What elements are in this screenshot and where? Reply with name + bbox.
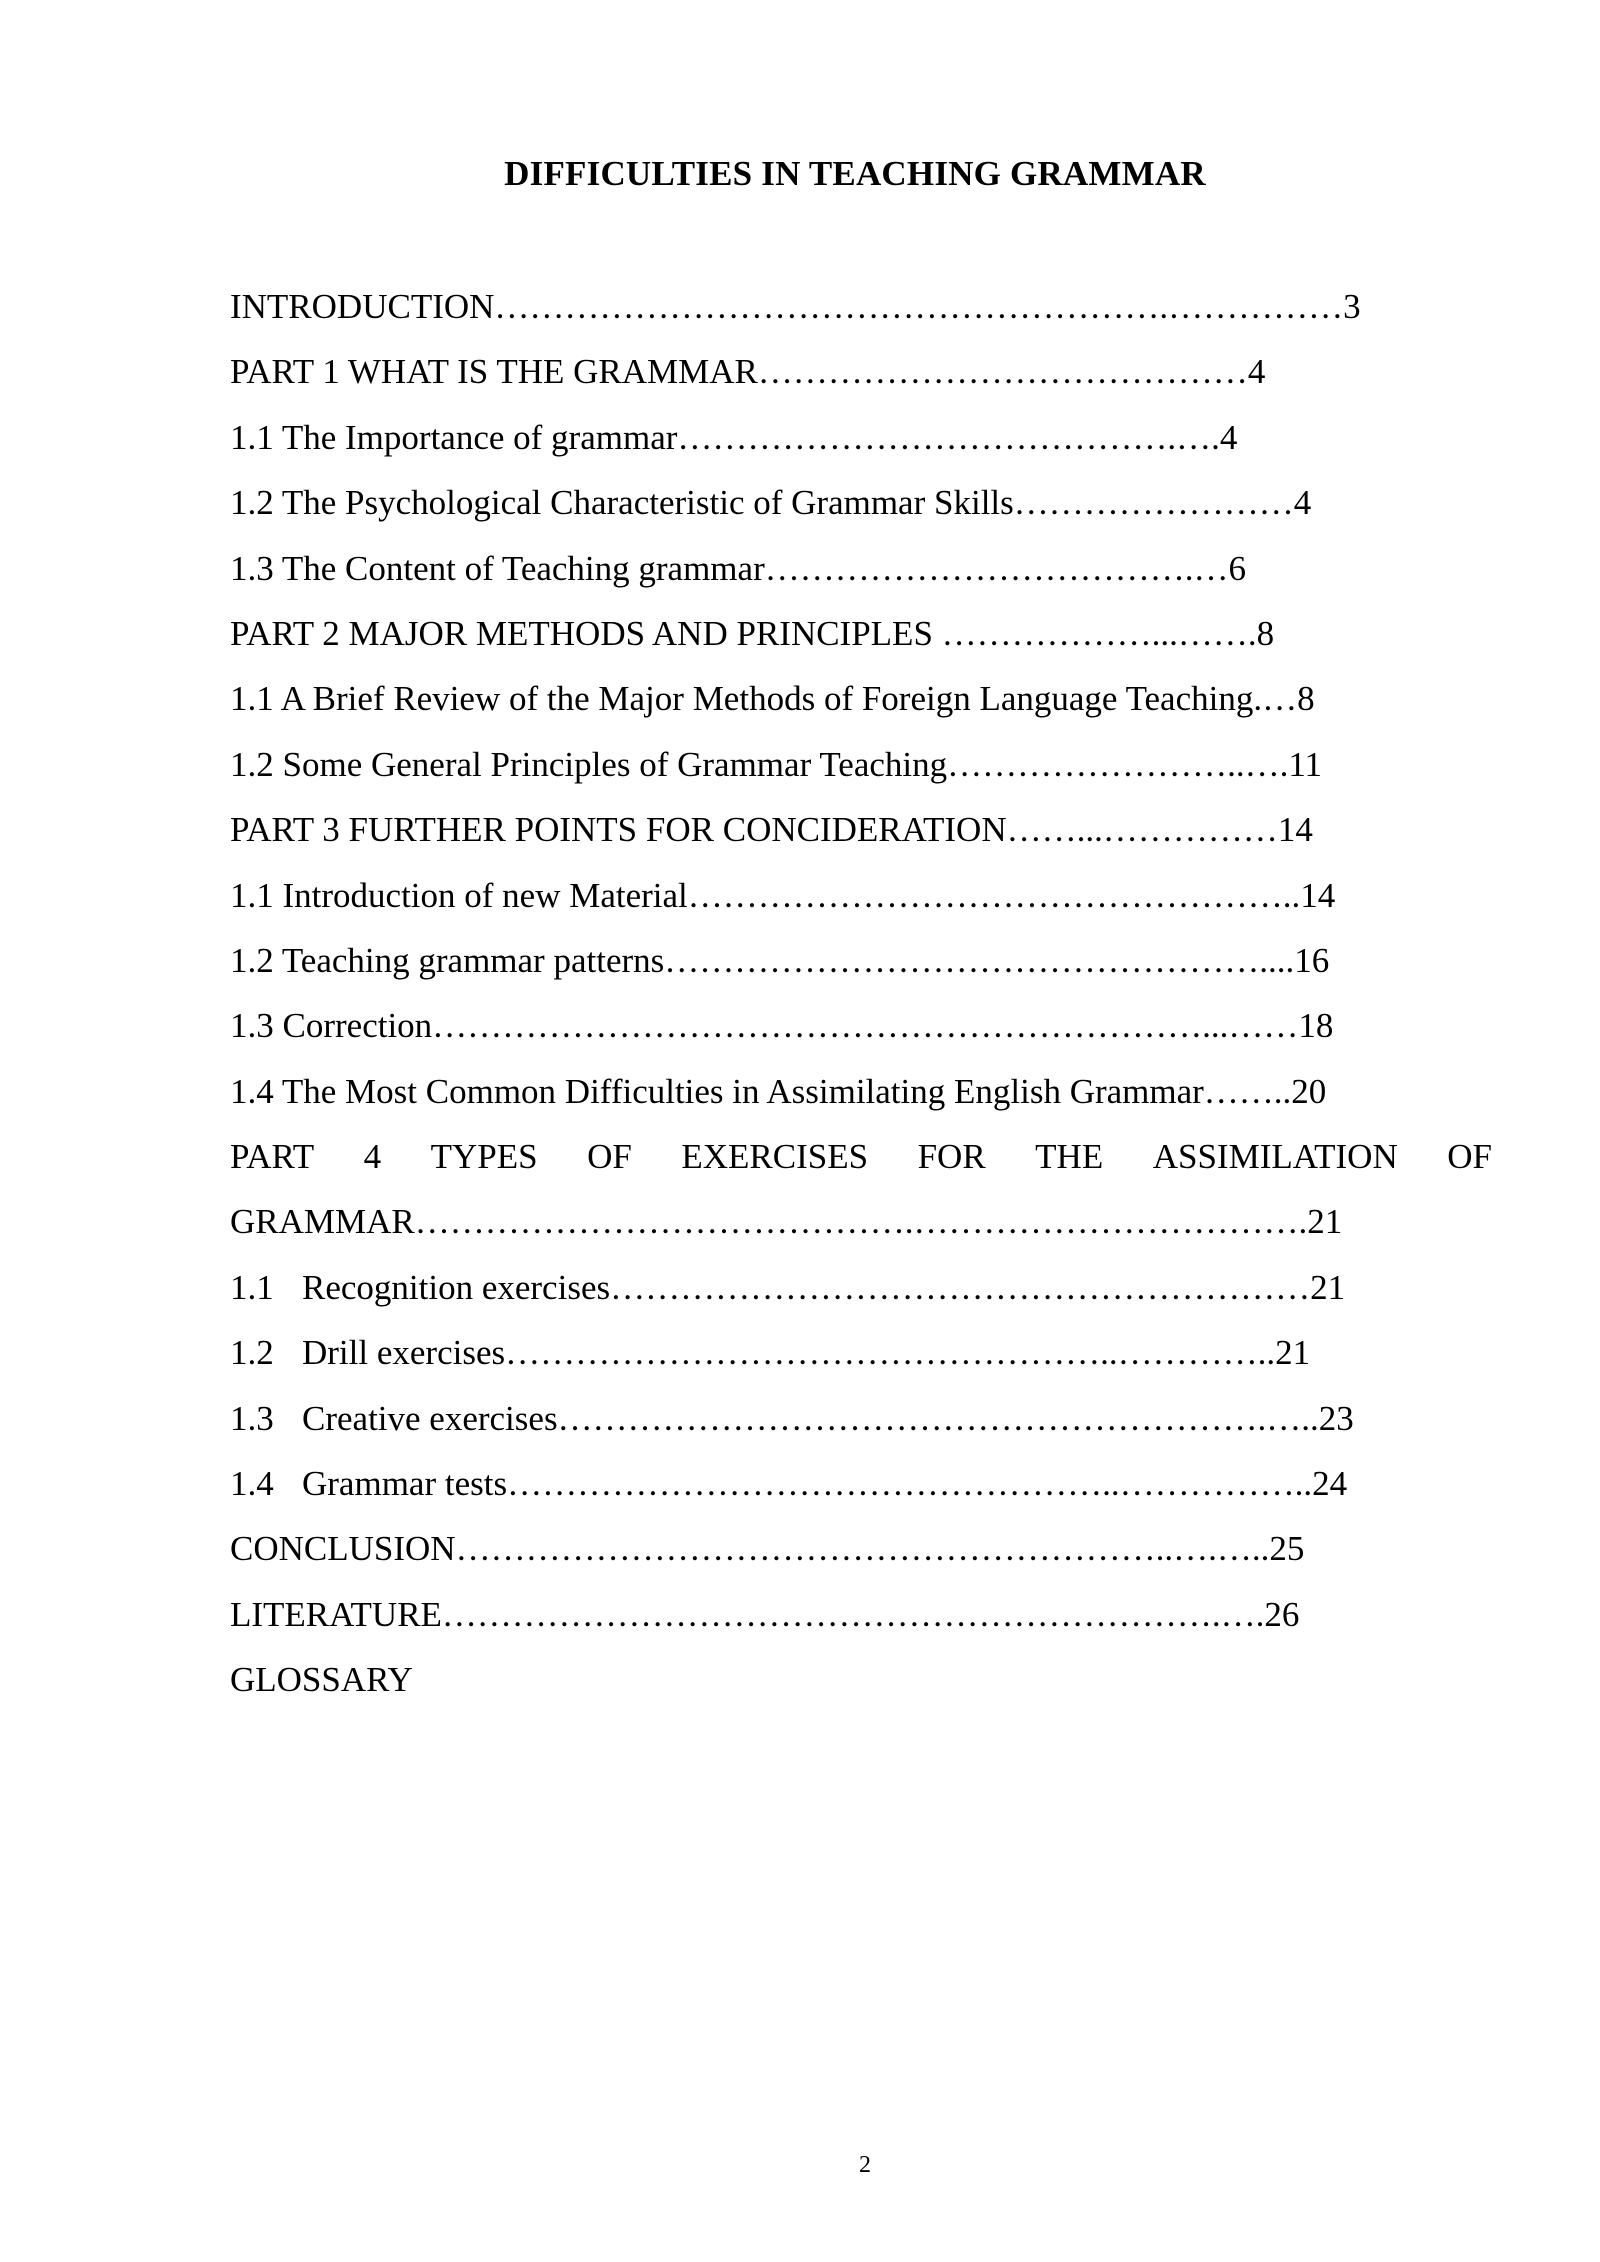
part4-word: 4 [363, 1137, 382, 1177]
toc-entry-part2-1-2: 1.2 Some General Principles of Grammar Teaching……………………..….11 [230, 744, 1323, 784]
toc-entry-introduction: INTRODUCTION………………………………………………….……………3 [230, 287, 1361, 326]
part4-word: ASSIMILATION [1152, 1137, 1398, 1177]
part4-word: EXERCISES [681, 1137, 869, 1177]
part4-word: TYPES [430, 1137, 538, 1177]
toc-entry-number: 1.1 [230, 1267, 274, 1307]
part4-word: OF [1447, 1137, 1492, 1177]
part4-word: THE [1035, 1137, 1104, 1177]
toc-entry-part2: PART 2 MAJOR METHODS AND PRINCIPLES ………………...…….8 [230, 613, 1275, 653]
toc-entry-1-2: 1.2 The Psychological Characteristic of Grammar Skills……………………4 [230, 483, 1312, 523]
part4-word: OF [587, 1137, 632, 1177]
toc-entry-text: Grammar tests……………………………………………..……………..24 [302, 1464, 1348, 1504]
toc-entry-number: 1.2 [230, 1333, 274, 1373]
toc-entry-part2-1-1: 1.1 A Brief Review of the Major Methods of Foreign Language Teaching.…8 [230, 679, 1315, 719]
toc-entry-number: 1.4 [230, 1464, 274, 1504]
toc-entry-1-3: 1.3 The Content of Teaching grammar……………………………….…6 [230, 548, 1246, 588]
toc-entry-1-1: 1.1 The Importance of grammar…………………………………….….4 [230, 417, 1238, 457]
toc-entry-part3-1-2: 1.2 Teaching grammar patterns……………………………………………....16 [230, 940, 1330, 980]
toc-entry-conclusion: CONCLUSION……………………………………………………..….…..25 [230, 1529, 1305, 1569]
toc-entry-part3-1-4: 1.4 The Most Common Difficulties in Assimilating English Grammar……..20 [230, 1071, 1327, 1111]
toc-entry-part1: PART 1 WHAT IS THE GRAMMAR……………………………………4 [230, 352, 1266, 392]
page-number: 2 [859, 2152, 871, 2178]
document-title: DIFFICULTIES IN TEACHING GRAMMAR [504, 154, 1206, 193]
toc-entry-part4-heading [230, 1132, 1492, 1197]
toc-entry-number: 1.3 [230, 1398, 274, 1438]
toc-entry-part3-1-3: 1.3 Correction…………………………………………………………...……18 [230, 1006, 1334, 1046]
toc-entry-part3: PART 3 FURTHER POINTS FOR CONCIDERATION……...……………14 [230, 810, 1313, 850]
toc-entry-part4-1-1 [230, 1263, 1492, 1328]
toc-entry-part4-1-3 [230, 1394, 1492, 1459]
toc-entry-text: Drill exercises……………………………………………..…………..21 [302, 1333, 1311, 1373]
part4-word: FOR [917, 1137, 986, 1177]
toc-entry-text: Creative exercises…………………………………………………….…..23 [302, 1398, 1354, 1438]
toc-entry-part4-1-2 [230, 1328, 1492, 1393]
toc-entry-part3-1-1: 1.1 Introduction of new Material……………………………………………..14 [230, 875, 1336, 915]
toc-entry-part4-1-4 [230, 1459, 1492, 1524]
toc-entry-part4-continuation: GRAMMAR…………………………………….…………………………….21 [230, 1202, 1343, 1242]
toc-entry-literature: LITERATURE………………………………………………………….….26 [230, 1594, 1300, 1634]
toc-entry-text: Recognition exercises……………………………………………………21 [302, 1267, 1346, 1307]
table-of-contents [230, 282, 1492, 1721]
toc-entry-glossary: GLOSSARY [230, 1660, 413, 1700]
part4-word: PART [230, 1137, 315, 1177]
